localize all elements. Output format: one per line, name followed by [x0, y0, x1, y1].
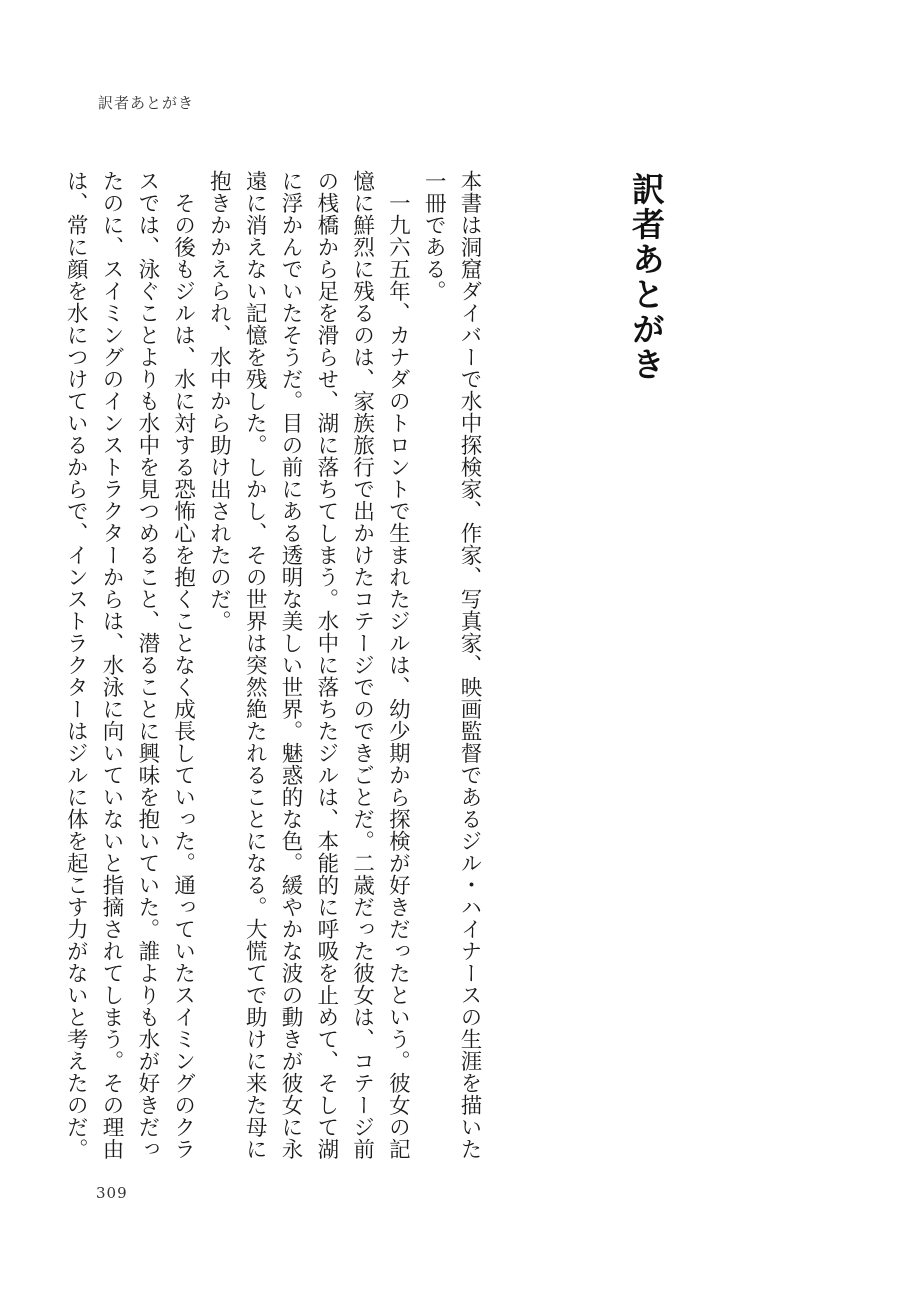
body-text	[63, 170, 487, 1170]
running-head: 訳者あとがき	[98, 94, 195, 112]
paragraph: その後もジルは、水に対する恐怖心を抱くことなく成長していった。通っていたスイミングのクラスでは、泳ぐことよりも水中を見つめること、潜ることに興味を抱いていた。誰よりも水が好きだったのに、スイミングのインストラクターからは、水泳に向いていないと指摘されてしまう。その理由は、常に顔を水につけているからで、インストラクターはジルに体を起こす力がないと考えたのだ。	[63, 170, 196, 1160]
page-number: 309	[96, 1184, 128, 1202]
paragraph: 本書は洞窟ダイバーで水中探検家、作家、写真家、映画監督であるジル・ハイナースの生涯を描いた一冊である。	[421, 170, 482, 1160]
chapter-title: 訳者あとがき	[627, 172, 666, 382]
paragraph: 一九六五年、カナダのトロントで生まれたジルは、幼少期から探検が好きだったという。彼女の記憶に鮮烈に残るのは、家族旅行で出かけたコテージでのできごとだ。二歳だった彼女は、コテージ前の桟橋から足を滑らせ、湖に落ちてしまう。水中に落ちたジルは、本能的に呼吸を止めて、そして湖に浮かんでいたそうだ。目の前にある透明な美しい世界。魅惑的な色。緩やかな波の動きが彼女に永遠に消えない記憶を残した。しかし、その世界は突然絶たれることになる。大慌てで助けに来た母に抱きかかえられ、水中から助け出されたのだ。	[206, 170, 411, 1160]
